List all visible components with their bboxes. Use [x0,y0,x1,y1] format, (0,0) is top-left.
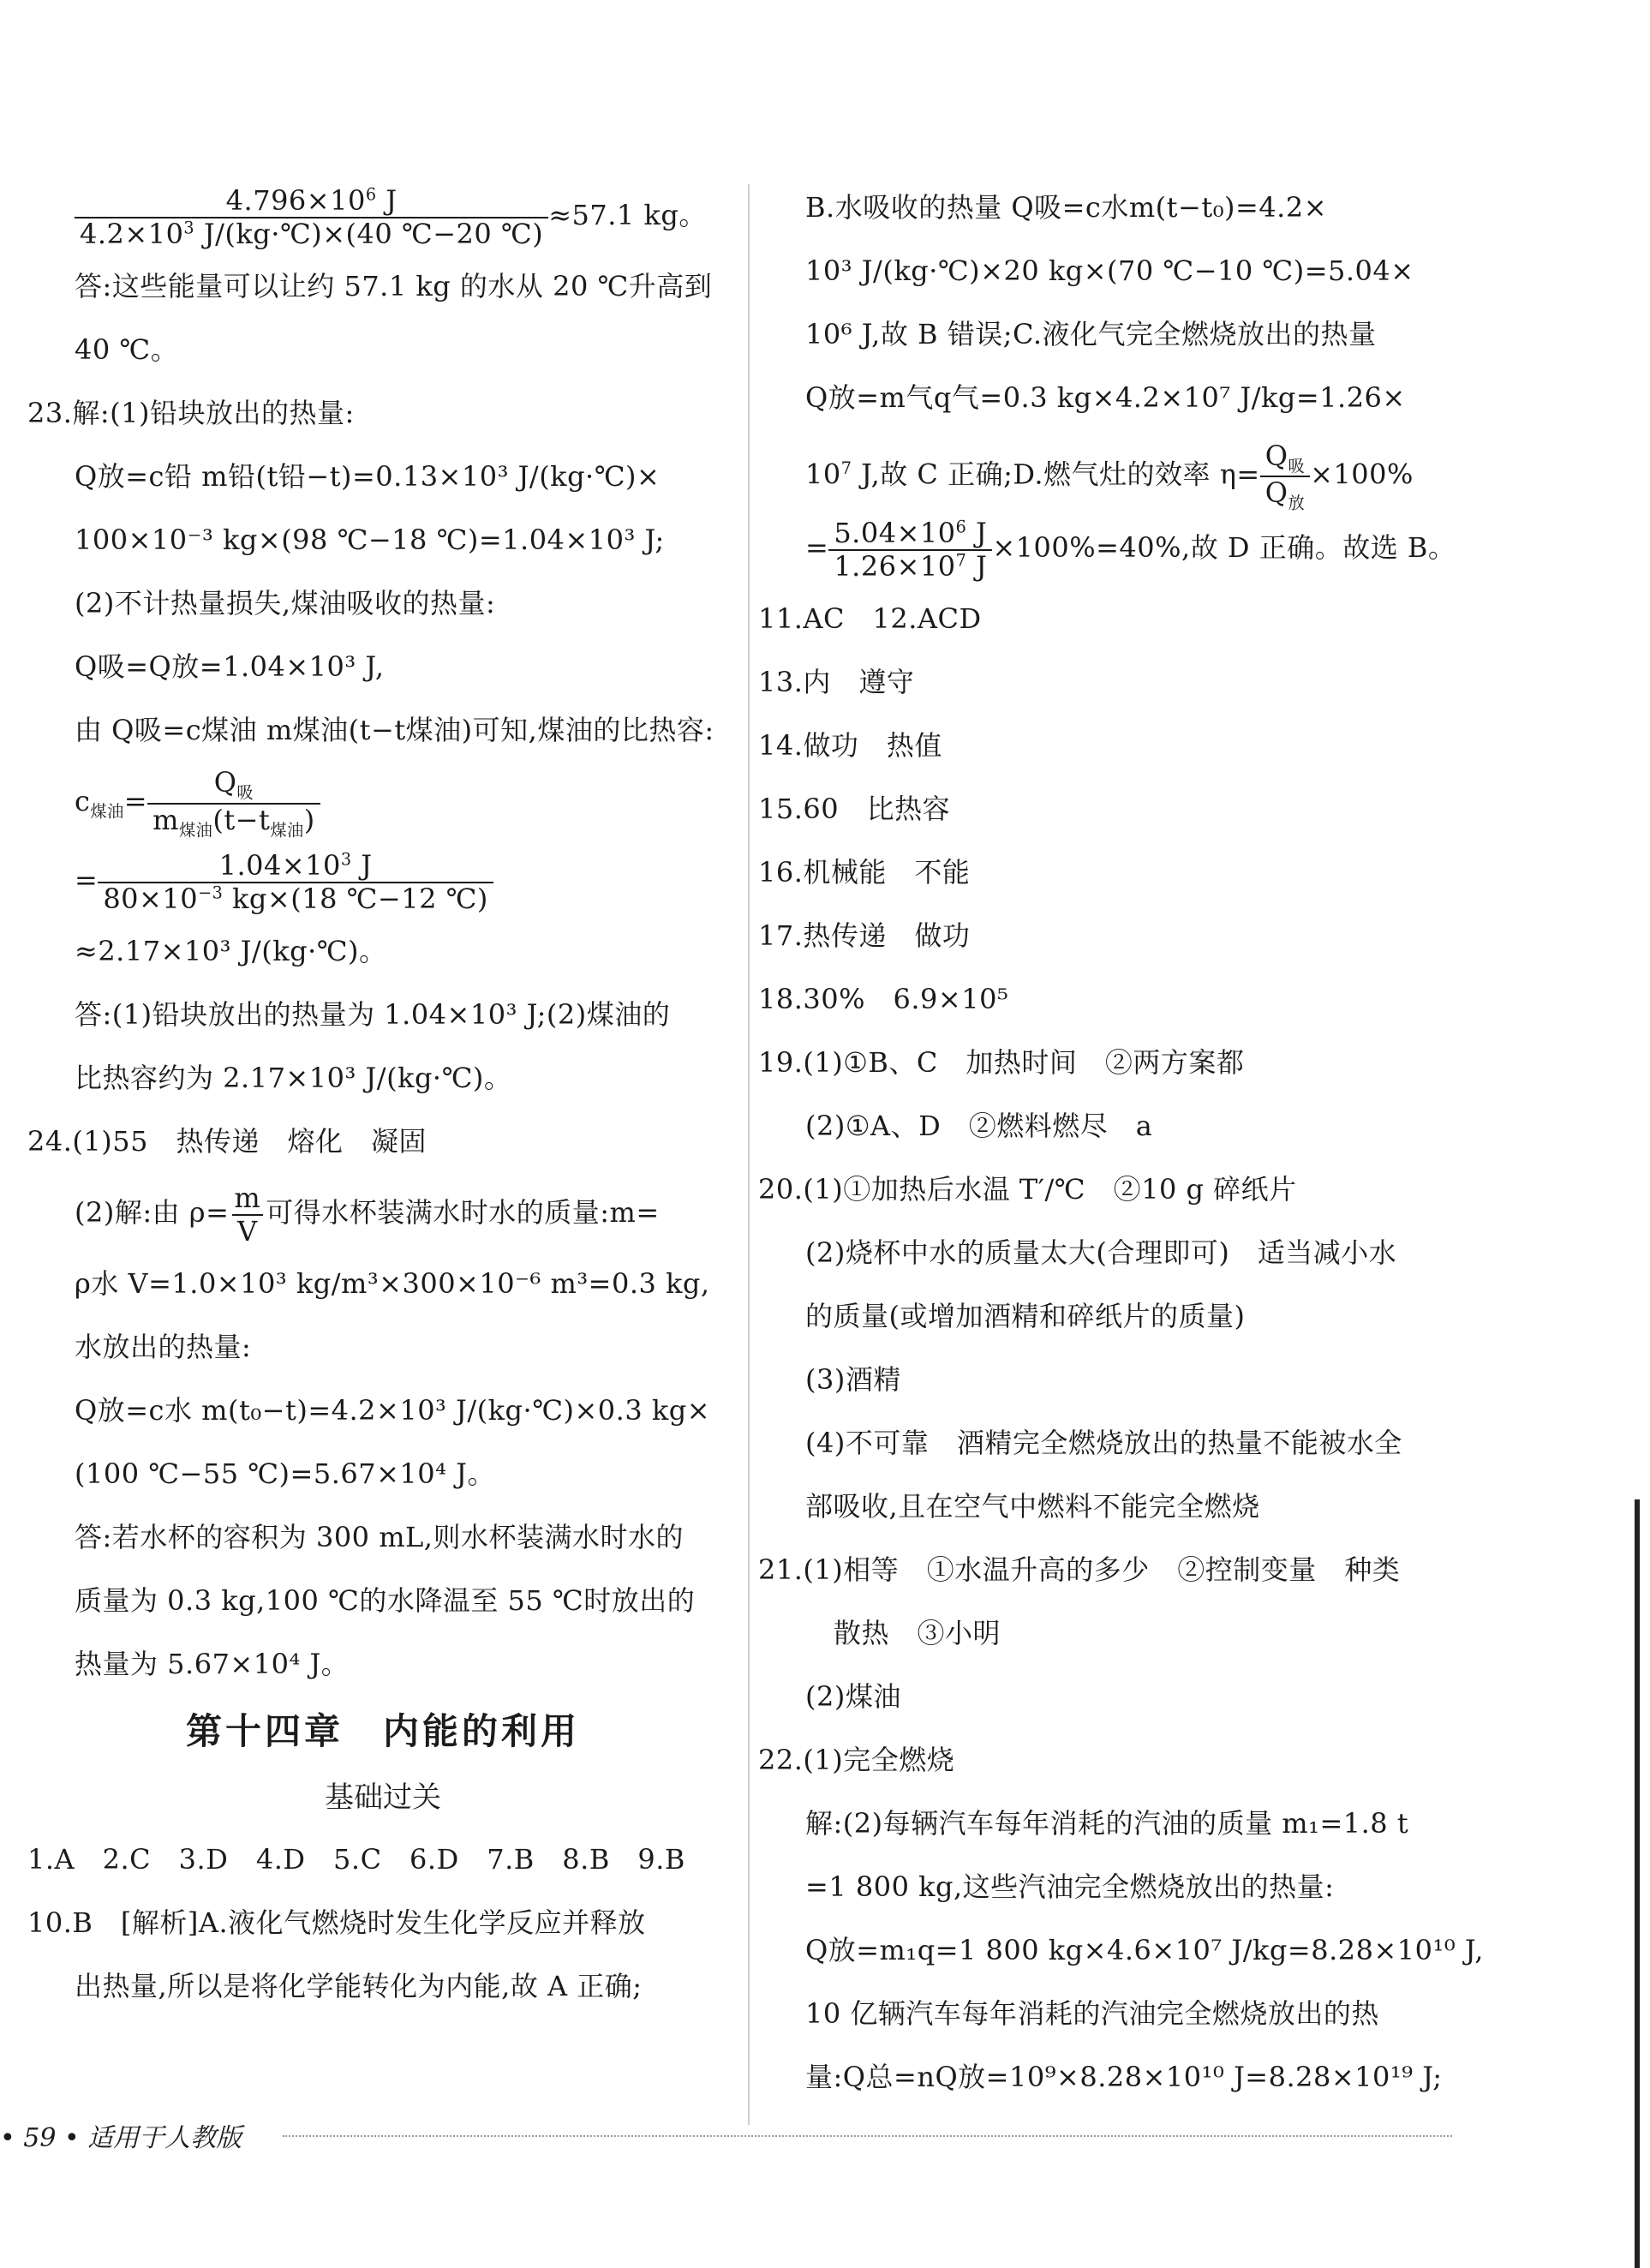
answer-line: 答:若水杯的容积为 300 mL,则水杯装满水时水的 [75,1521,684,1553]
answer-line: 的质量(或增加酒精和碎纸片的质量) [805,1300,1246,1332]
answer-line: 热量为 5.67×10⁴ J。 [75,1648,350,1680]
answer-line: 解:(2)每辆汽车每年消耗的汽油的质量 m₁=1.8 t [805,1807,1409,1840]
answer-line: 10³ J/(kg·℃)×20 kg×(70 ℃−10 ℃)=5.04× [805,254,1414,287]
answer-line: 21.(1)相等 ①水温升高的多少 ②控制变量 种类 [758,1553,1401,1586]
answer-line: 量:Q总=nQ放=10⁹×8.28×10¹⁰ J=8.28×10¹⁹ J; [805,2061,1443,2093]
answer-line: Q放=c水 m(t₀−t)=4.2×10³ J/(kg·℃)×0.3 kg× [75,1394,711,1427]
answer-line: Q放=c铅 m铅(t铅−t)=0.13×10³ J/(kg·℃)× [75,460,661,493]
answer-line: (100 ℃−55 ℃)=5.67×10⁴ J。 [75,1457,495,1490]
fraction: $\frac{5.04\times 10^6 J}{1.26\times 10^7 J}$ [828,518,992,583]
answer-line: B.水吸收的热量 Q吸=c水m(t−t₀)=4.2× [805,191,1328,224]
answer-line: (2)①A、D ②燃料燃尽 a [805,1110,1153,1142]
answer-line: 20.(1)①加热后水温 T′/℃ ②10 g 碎纸片 [758,1173,1297,1206]
answer-line: 10 亿辆汽车每年消耗的汽油完全燃烧放出的热 [805,1997,1379,2030]
right-column [758,176,1615,2109]
answer-line: 答:这些能量可以让约 57.1 kg 的水从 20 ℃升高到 [75,270,713,302]
page-edge-shadow [1635,1499,1640,2268]
footer-rule [283,2135,1452,2137]
left-column [27,176,738,2018]
answer-line: 19.(1)①B、C 加热时间 ②两方案都 [758,1046,1245,1079]
answer-line: = $\frac{5.04\times 10^6 J}{1.26\times 10^7 J}$ ×100%=40%,故 D 正确。故选 B。 [805,516,1456,583]
answer-line: Q放=m₁q=1 800 kg×4.6×10⁷ J/kg=8.28×10¹⁰ J, [805,1934,1484,1966]
answer-line: 出热量,所以是将化学能转化为内能,故 A 正确; [75,1970,643,2002]
answer-line: 由 Q吸=c煤油 m煤油(t−t煤油)可知,煤油的比热容: [75,714,714,746]
answer-line: 18.30% 6.9×10⁵ [758,983,1009,1015]
answer-line: 22.(1)完全燃烧 [758,1744,955,1776]
answer-line: 质量为 0.3 kg,100 ℃的水降温至 55 ℃时放出的 [75,1584,696,1617]
section-title: 基础过关 [325,1780,441,1815]
answer-line: 100×10⁻³ kg×(98 ℃−18 ℃)=1.04×10³ J; [75,524,665,556]
answer-line: ≈2.17×10³ J/(kg·℃)。 [75,935,387,967]
answer-line: =1 800 kg,这些汽油完全燃烧放出的热量: [805,1870,1335,1903]
fraction: $\frac{1.04\times 10^3 J}{80\times 10^{-3} kg\times(18 ℃-12 ℃)}$ [98,850,493,915]
answer-line: 17.热传递 做功 [758,919,971,952]
answer-line: $\frac{4.796\times 10^6 J}{4.2\times 10^3 J/(kg\cdot℃)\times(40 ℃-20 ℃)}$ ≈57.1 kg。 [27,176,738,254]
answer-line: 1.A 2.C 3.D 4.D 5.C 6.D 7.B 8.B 9.B [27,1843,685,1876]
answer-line: (2)不计热量损失,煤油吸收的热量: [75,587,496,619]
page-footer: • 59 • 适用于人教版 [0,2123,242,2153]
answer-line: 40 ℃。 [75,333,179,366]
fraction: $\frac{Q_吸}{m_{煤油}(t-t_{煤油})}$ [147,767,320,840]
answer-line: 13.内 遵守 [758,666,915,698]
answer-line: 16.机械能 不能 [758,856,971,889]
answer-line: (2)烧杯中水的质量太大(合理即可) 适当减小水 [805,1236,1397,1269]
answer-line: Q放=m气q气=0.3 kg×4.2×10⁷ J/kg=1.26× [805,381,1406,414]
answer-line: 水放出的热量: [75,1331,252,1363]
answer-line: 10.B [解析]A.液化气燃烧时发生化学反应并释放 [27,1906,646,1939]
fraction: $\frac{4.796\times 10^6 J}{4.2\times 10^3 J/(kg\cdot℃)\times(40 ℃-20 ℃)}$ [75,185,548,250]
answer-line: (2)煤油 [805,1680,901,1713]
answer-line: Q吸=Q放=1.04×10³ J, [75,650,385,683]
answer-line: 部吸收,且在空气中燃料不能完全燃烧 [805,1490,1260,1523]
answer-line: (4)不可靠 酒精完全燃烧放出的热量不能被水全 [805,1427,1402,1459]
column-divider [748,184,750,2125]
answer-line: ρ水 V=1.0×10³ kg/m³×300×10⁻⁶ m³=0.3 kg, [75,1267,710,1300]
answer-line: (3)酒精 [805,1363,901,1396]
answer-line: 24.(1)55 热传递 熔化 凝固 [27,1125,427,1158]
answer-line: (2)解:由 ρ= $\frac{m}{V}$ 可得水杯装满水时水的质量:m= [75,1181,660,1248]
answer-line: = $\frac{1.04\times 10^3 J}{80\times 10^{-3} kg\times(18 ℃-12 ℃)}$ [27,841,738,919]
answer-line: 23.解:(1)铅块放出的热量: [27,397,355,429]
answer-line: 15.60 比热容 [758,793,951,825]
answer-line: 比热容约为 2.17×10³ J/(kg·℃)。 [75,1062,512,1094]
answer-line: $c_{煤油}=$ $\frac{Q_吸}{m_{煤油}(t-t_{煤油})}$ [27,762,738,841]
answer-line: 答:(1)铅块放出的热量为 1.04×10³ J;(2)煤油的 [75,998,671,1031]
chapter-title: 第十四章 内能的利用 [185,1710,580,1752]
fraction: $\frac{Q_吸}{Q_放}$ [1260,440,1310,513]
answer-line: 10⁶ J,故 B 错误;C.液化气完全燃烧放出的热量 [805,318,1377,350]
answer-line: 散热 ③小明 [834,1617,1001,1649]
fraction: $\frac{m}{V}$ [229,1182,266,1248]
answer-line: $10^7$ J,故 C 正确;D.燃气灶的效率 η= $\frac{Q_吸}{Q_放}$ ×100% [805,439,1414,513]
answer-line: 11.AC 12.ACD [758,602,982,635]
answer-line: 14.做功 热值 [758,729,942,762]
